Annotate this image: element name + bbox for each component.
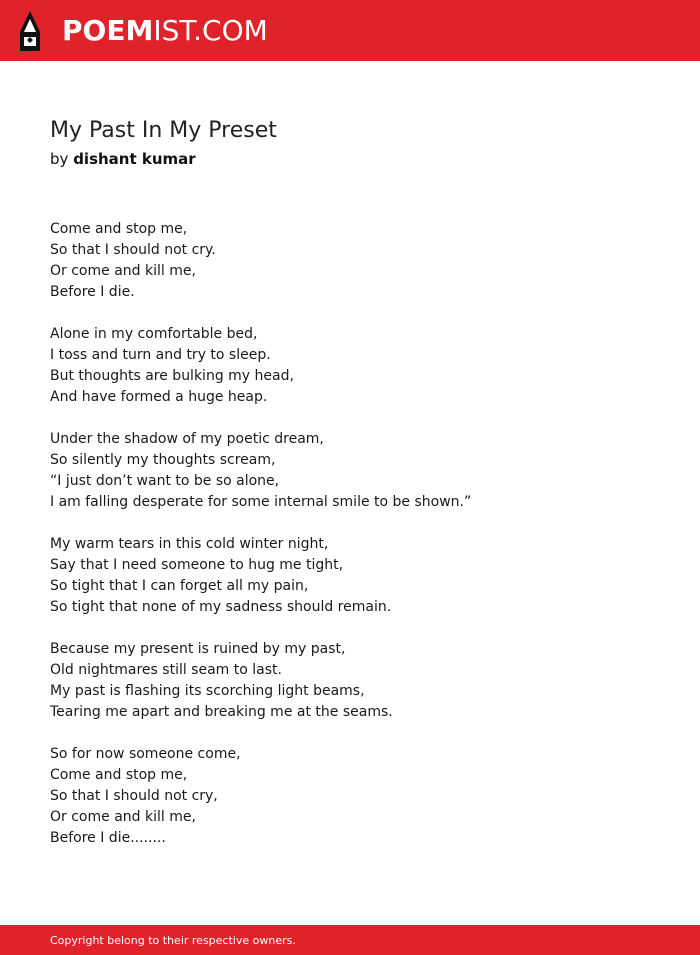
poem-stanza	[50, 219, 670, 303]
poem-author: dishant kumar	[73, 150, 196, 168]
poem-line: Because my present is ruined by my past,	[50, 641, 346, 657]
site-logo[interactable]	[62, 14, 268, 48]
poem-stanza	[50, 534, 670, 618]
poem-line: Under the shadow of my poetic dream,	[50, 431, 324, 447]
site-header	[0, 0, 700, 61]
logo-bold-text: POEM	[62, 14, 154, 47]
poem-stanza	[50, 429, 670, 513]
poem-line: My past is flashing its scorching light beams,	[50, 683, 365, 699]
poem-line: Before I die.	[50, 284, 135, 300]
poem-line: So tight that none of my sadness should remain.	[50, 599, 392, 615]
poem-line: Say that I need someone to hug me tight,	[50, 557, 344, 573]
poem-line: So that I should not cry.	[50, 242, 216, 258]
poem-line: Old nightmares still seam to last.	[50, 662, 282, 678]
poem-line: Tearing me apart and breaking me at the seams.	[50, 704, 393, 720]
poem-stanza	[50, 639, 670, 723]
poem-line: So that I should not cry,	[50, 788, 218, 804]
poem-stanza	[50, 324, 670, 408]
copyright-text: Copyright belong to their respective owners.	[50, 934, 296, 947]
by-label: by	[50, 150, 69, 168]
poem-line: Come and stop me,	[50, 221, 188, 237]
pencil-icon	[18, 10, 42, 52]
poem-line: Come and stop me,	[50, 767, 188, 783]
logo-light-text: IST.COM	[153, 14, 268, 47]
poem-line: My warm tears in this cold winter night,	[50, 536, 329, 552]
poem-line: I am falling desperate for some internal smile to be shown.”	[50, 494, 472, 510]
poem-body	[50, 219, 670, 870]
poem-line: But thoughts are bulking my head,	[50, 368, 294, 384]
poem-line: And have formed a huge heap.	[50, 389, 268, 405]
site-footer	[0, 925, 700, 955]
poem-line: Alone in my comfortable bed,	[50, 326, 258, 342]
poem-line: I toss and turn and try to sleep.	[50, 347, 271, 363]
poem-byline	[50, 148, 196, 170]
poem-line: So for now someone come,	[50, 746, 241, 762]
poem-line: “I just don’t want to be so alone,	[50, 473, 280, 489]
poem-line: Or come and kill me,	[50, 263, 196, 279]
poem-stanza	[50, 744, 670, 849]
poem-title: My Past In My Preset	[50, 118, 277, 143]
poem-line: So silently my thoughts scream,	[50, 452, 276, 468]
poem-line: Before I die........	[50, 830, 166, 846]
poem-line: Or come and kill me,	[50, 809, 196, 825]
poem-line: So tight that I can forget all my pain,	[50, 578, 309, 594]
